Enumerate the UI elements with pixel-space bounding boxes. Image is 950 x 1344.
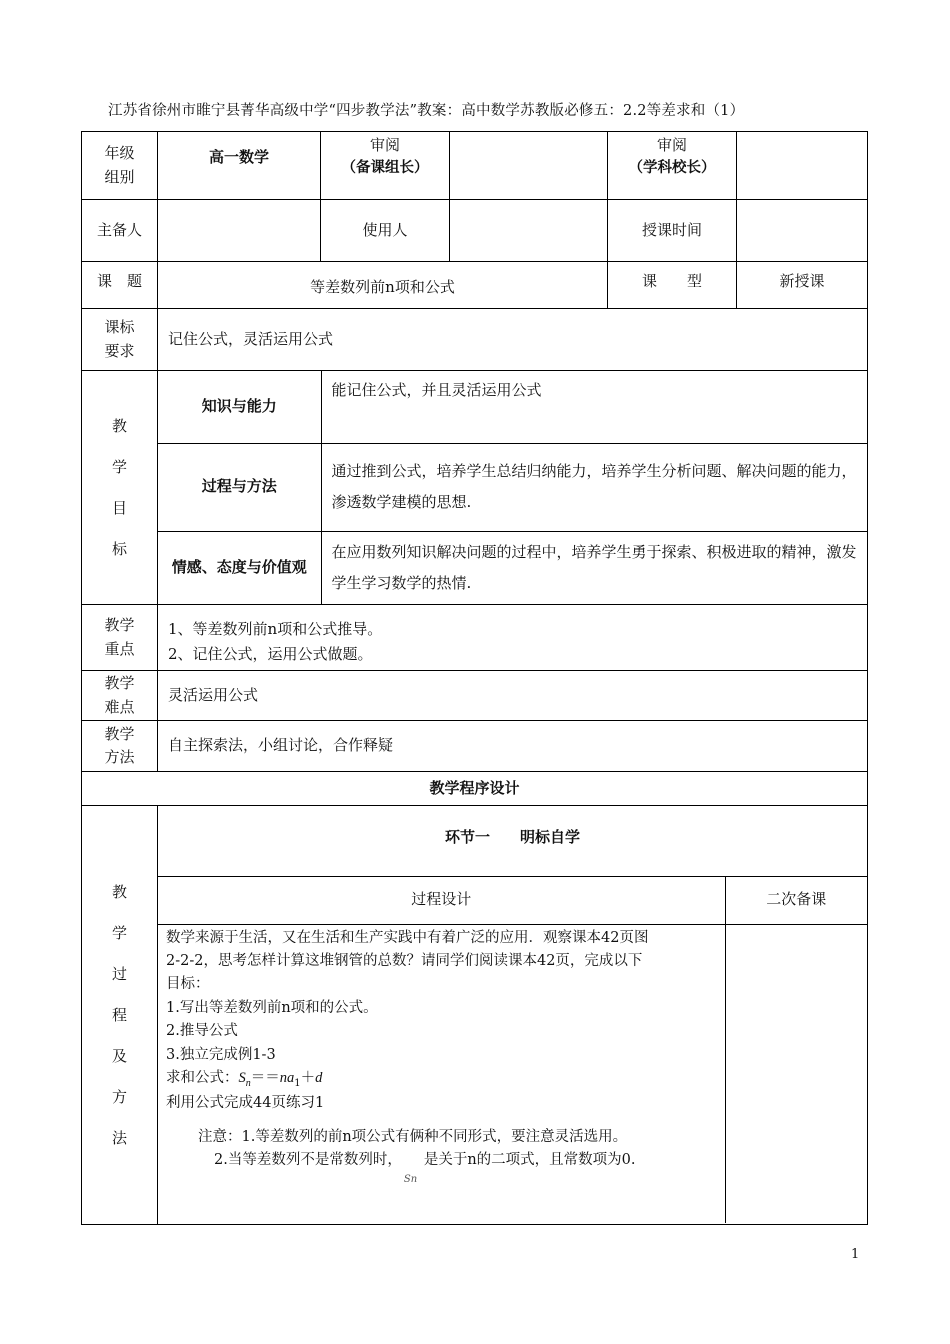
- column-header-process: 过程设计: [158, 876, 725, 924]
- process-line: 2-2-2，思考怎样计算这堆钢管的总数？请同学们阅读课本42页，完成以下: [166, 952, 643, 969]
- lesson-plan-table: [81, 131, 868, 1225]
- requirement-value: 记住公式，灵活运用公式: [158, 309, 868, 371]
- process-line: 1.写出等差数列前n项和的公式。: [166, 999, 378, 1016]
- goals-row: [82, 371, 868, 605]
- difficulty-value: 灵活运用公式: [158, 671, 868, 721]
- goal-row: [158, 443, 867, 531]
- method-label: 教学 方法: [82, 721, 158, 772]
- time-value: [737, 200, 868, 262]
- method-row: [82, 721, 868, 772]
- info-row-grade: [82, 132, 868, 200]
- focus-label: 教学 重点: [82, 605, 158, 671]
- process-section-label: 教 学 过 程 及 方 法: [82, 806, 158, 1225]
- time-label: 授课时间: [608, 200, 737, 262]
- preparer-label: 主备人: [82, 200, 158, 262]
- goal-text: 通过推到公式，培养学生总结归纳能力，培养学生分析问题、解决问题的能力，渗透数学建模的思想.: [321, 443, 867, 531]
- info-row-preparer: [82, 200, 868, 262]
- focus-row: [82, 605, 868, 671]
- goal-row: [158, 371, 867, 443]
- preparer-value: [158, 200, 321, 262]
- goals-table: [158, 371, 867, 604]
- review-group-leader-value: [450, 132, 608, 200]
- focus-value: [158, 605, 868, 671]
- goal-name: 过程与方法: [158, 443, 321, 531]
- sum-formula: 求和公式：$S_n==na_1+d$: [166, 1070, 323, 1090]
- process-line: 目标：: [166, 976, 210, 993]
- page-number: 1: [851, 1247, 860, 1262]
- type-value: 新授课: [737, 262, 868, 309]
- user-label: 使用人: [321, 200, 450, 262]
- process-line: 3.独立完成例1-3: [166, 1046, 276, 1063]
- difficulty-row: [82, 671, 868, 721]
- process-section-row: [82, 806, 868, 1225]
- process-content: [158, 924, 725, 1223]
- goal-text: 在应用数列知识解决问题的过程中，培养学生勇于探索、积极进取的精神，激发学生学习数学的热情.: [321, 531, 867, 604]
- document-title: 江苏省徐州市睢宁县菁华高级中学“四步教学法”教案：高中数学苏教版必修五：2.2等差求和（1）: [108, 103, 745, 119]
- grade-label: 年级 组别: [82, 132, 158, 200]
- method-value: 自主探索法，小组讨论，合作释疑: [158, 721, 868, 772]
- process-line: 数学来源于生活，又在生活和生产实践中有着广泛的应用．观察课本42页图: [166, 929, 649, 946]
- note-line: 2.当等差数列不是常数列时， Sn 是关于n的二项式，且常数项为0.: [214, 1152, 636, 1186]
- note-line: 注意：1.等差数列的前n项公式有俩种不同形式，要注意灵活选用。: [198, 1128, 628, 1145]
- goal-name: 情感、态度与价值观: [158, 531, 321, 604]
- second-prep-content: [725, 924, 867, 1223]
- review-group-leader-label: 审阅 （备课组长）: [321, 132, 450, 200]
- type-label: 课 型: [608, 262, 737, 309]
- column-header-second-prep: 二次备课: [725, 876, 867, 924]
- design-title-row: [82, 772, 868, 806]
- goal-row: [158, 531, 867, 604]
- review-principal-value: [737, 132, 868, 200]
- focus-line: 2、记住公式，运用公式做题。: [168, 644, 373, 663]
- info-row-topic: [82, 262, 868, 309]
- requirement-row: [82, 309, 868, 371]
- step-title: 环节一 明标自学: [158, 806, 867, 876]
- process-table: [158, 806, 867, 1223]
- practice-line: 利用公式完成44页练习1: [166, 1095, 325, 1112]
- grade-value: 高一数学: [158, 132, 321, 200]
- topic-value: 等差数列前n项和公式: [158, 262, 608, 309]
- requirement-label: 课标 要求: [82, 309, 158, 371]
- process-line: 2.推导公式: [166, 1023, 238, 1040]
- design-title: 教学程序设计: [82, 772, 868, 806]
- user-value: [450, 200, 608, 262]
- difficulty-label: 教学 难点: [82, 671, 158, 721]
- topic-label: 课 题: [82, 262, 158, 309]
- review-principal-label: 审阅 （学科校长）: [608, 132, 737, 200]
- goals-label: 教 学 目 标: [82, 371, 158, 605]
- goal-text: 能记住公式，并且灵活运用公式: [321, 371, 867, 443]
- goal-name: 知识与能力: [158, 371, 321, 443]
- focus-line: 1、等差数列前n项和公式推导。: [168, 619, 383, 638]
